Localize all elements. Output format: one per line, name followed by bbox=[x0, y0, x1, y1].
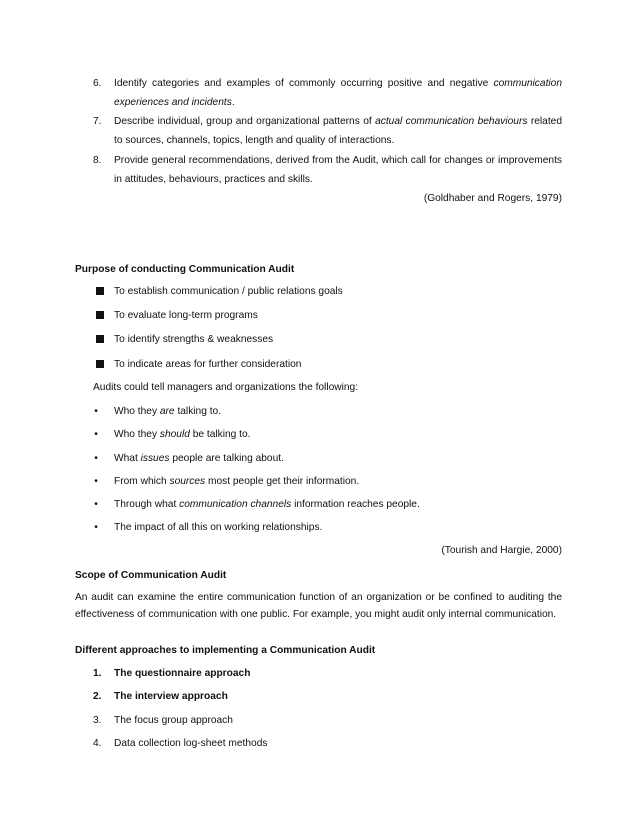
item-number: 7. bbox=[93, 116, 102, 127]
square-bullet-icon bbox=[96, 360, 104, 368]
item-number: 1. bbox=[93, 668, 102, 679]
section-heading-approaches: Different approaches to implementing a Communication Audit bbox=[75, 645, 376, 656]
item-text: Provide general recommendations, derived from the Audit, which call for changes or improvements in attitudes, behaviours, practices and skills. bbox=[114, 155, 562, 185]
bullet-icon: • bbox=[94, 406, 98, 417]
citation: (Tourish and Hargie, 2000) bbox=[441, 545, 562, 556]
item-number: 2. bbox=[93, 691, 102, 702]
audit-item-text: Who they should be talking to. bbox=[114, 429, 251, 440]
bullet-icon: • bbox=[94, 522, 98, 533]
bullet-icon: • bbox=[94, 453, 98, 464]
scope-paragraph: An audit can examine the entire communication function of an organization or be confined to auditing the effectiveness of communication with one public. For example, you might audit only internal communication. bbox=[75, 592, 562, 620]
citation: (Goldhaber and Rogers, 1979) bbox=[423, 193, 562, 204]
square-bullet-icon bbox=[96, 311, 104, 319]
item-text: Describe individual, group and organizational patterns of actual communication behaviours related to sources, channels, topics, length and quality of interactions. bbox=[114, 116, 562, 146]
item-number: 3. bbox=[93, 715, 102, 726]
bullet-icon: • bbox=[94, 429, 98, 440]
section-heading-scope: Scope of Communication Audit bbox=[75, 570, 227, 581]
goal-text: To establish communication / public relations goals bbox=[114, 286, 343, 297]
approach-label: The questionnaire approach bbox=[114, 668, 251, 679]
goal-text: To identify strengths & weaknesses bbox=[114, 334, 274, 345]
bullet-icon: • bbox=[94, 476, 98, 487]
section-heading-purpose: Purpose of conducting Communication Audit bbox=[75, 264, 295, 275]
audit-item-text: What issues people are talking about. bbox=[114, 453, 284, 464]
item-text: Identify categories and examples of commonly occurring positive and negative communication experiences and incidents. bbox=[114, 78, 562, 108]
audit-item-text: Through what communication channels information reaches people. bbox=[114, 499, 420, 510]
audit-item-text: From which sources most people get their information. bbox=[114, 476, 360, 487]
square-bullet-icon bbox=[96, 335, 104, 343]
approach-label: The focus group approach bbox=[114, 715, 233, 726]
audit-item-text: Who they are talking to. bbox=[114, 406, 222, 417]
square-bullet-icon bbox=[96, 287, 104, 295]
audit-item-text: The impact of all this on working relationships. bbox=[114, 522, 323, 533]
goal-text: To indicate areas for further consideration bbox=[114, 359, 302, 370]
approach-label: The interview approach bbox=[114, 691, 228, 702]
goal-text: To evaluate long-term programs bbox=[114, 310, 258, 321]
bullet-icon: • bbox=[94, 499, 98, 510]
audit-intro-text: Audits could tell managers and organizations the following: bbox=[93, 382, 359, 393]
item-number: 6. bbox=[93, 78, 102, 89]
item-number: 4. bbox=[93, 738, 102, 749]
approach-label: Data collection log-sheet methods bbox=[114, 738, 268, 749]
item-number: 8. bbox=[93, 155, 102, 166]
